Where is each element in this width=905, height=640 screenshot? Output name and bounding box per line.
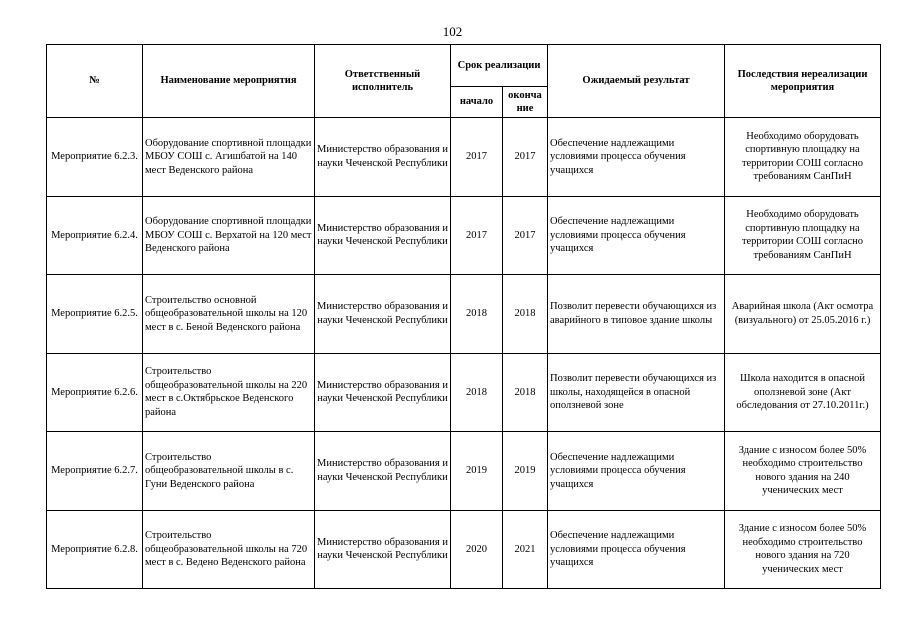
cell-number: Мероприятие 6.2.6. [47,353,143,432]
cell-number: Мероприятие 6.2.8. [47,510,143,589]
cell-start: 2018 [451,353,503,432]
cell-name: Оборудование спортивной площадки МБОУ СОШ с. Верхатой на 120 мест Веденского района [143,196,315,275]
measures-table [46,44,881,589]
cell-name: Строительство основной общеобразовательной школы на 120 мест в с. Беной Веденского района [143,275,315,354]
table-row [47,432,881,511]
table-row [47,118,881,197]
header-term: Срок реализации [451,45,548,87]
cell-executor: Министерство образования и науки Чеченской Республики [315,118,451,197]
cell-number: Мероприятие 6.2.5. [47,275,143,354]
page-number: 102 [442,24,463,39]
header-start: начало [451,87,503,118]
cell-end: 2021 [503,510,548,589]
cell-consequences: Необходимо оборудовать спортивную площадку на территории СОШ согласно требованиям СанПиН [725,118,881,197]
header-end: оконча ние [503,87,548,118]
cell-result: Обеспечение надлежащими условиями процесса обучения учащихся [548,118,725,197]
table-row [47,275,881,354]
cell-start: 2020 [451,510,503,589]
cell-end: 2018 [503,275,548,354]
cell-end: 2017 [503,118,548,197]
cell-result: Позволит перевести обучающихся из школы, находящейся в опасной оползневой зоне [548,353,725,432]
cell-start: 2019 [451,432,503,511]
table-row [47,196,881,275]
cell-consequences: Здание с износом более 50% необходимо строительство нового здания на 720 ученических мест [725,510,881,589]
cell-number: Мероприятие 6.2.4. [47,196,143,275]
cell-start: 2017 [451,118,503,197]
cell-executor: Министерство образования и науки Чеченской Республики [315,353,451,432]
cell-name: Оборудование спортивной площадки МБОУ СОШ с. Агишбатой на 140 мест Веденского района [143,118,315,197]
cell-consequences: Необходимо оборудовать спортивную площадку на территории СОШ согласно требованиям СанПиН [725,196,881,275]
cell-result: Обеспечение надлежащими условиями процесса обучения учащихся [548,196,725,275]
header-number: № [47,45,143,118]
header-row [47,45,881,87]
cell-end: 2019 [503,432,548,511]
cell-executor: Министерство образования и науки Чеченской Республики [315,510,451,589]
cell-result: Обеспечение надлежащими условиями процесса обучения учащихся [548,432,725,511]
cell-result: Обеспечение надлежащими условиями процесса обучения учащихся [548,510,725,589]
cell-executor: Министерство образования и науки Чеченской Республики [315,275,451,354]
cell-result: Позволит перевести обучающихся из аварийного в типовое здание школы [548,275,725,354]
cell-end: 2018 [503,353,548,432]
table-row [47,353,881,432]
cell-consequences: Школа находится в опасной оползневой зоне (Акт обследования от 27.10.2011г.) [725,353,881,432]
cell-consequences: Здание с износом более 50% необходимо строительство нового здания на 240 ученических мест [725,432,881,511]
header-executor: Ответственный исполнитель [315,45,451,118]
cell-number: Мероприятие 6.2.3. [47,118,143,197]
cell-start: 2018 [451,275,503,354]
cell-end: 2017 [503,196,548,275]
header-consequences: Последствия нереализации мероприятия [725,45,881,118]
cell-number: Мероприятие 6.2.7. [47,432,143,511]
cell-name: Строительство общеобразовательной школы в с. Гуни Веденского района [143,432,315,511]
cell-name: Строительство общеобразовательной школы на 220 мест в с.Октябрьское Веденского района [143,353,315,432]
cell-executor: Министерство образования и науки Чеченской Республики [315,432,451,511]
header-result: Ожидаемый результат [548,45,725,118]
cell-name: Строительство общеобразовательной школы на 720 мест в с. Ведено Веденского района [143,510,315,589]
cell-executor: Министерство образования и науки Чеченской Республики [315,196,451,275]
table-row [47,510,881,589]
cell-start: 2017 [451,196,503,275]
header-name: Наименование мероприятия [143,45,315,118]
cell-consequences: Аварийная школа (Акт осмотра (визуального) от 25.05.2016 г.) [725,275,881,354]
